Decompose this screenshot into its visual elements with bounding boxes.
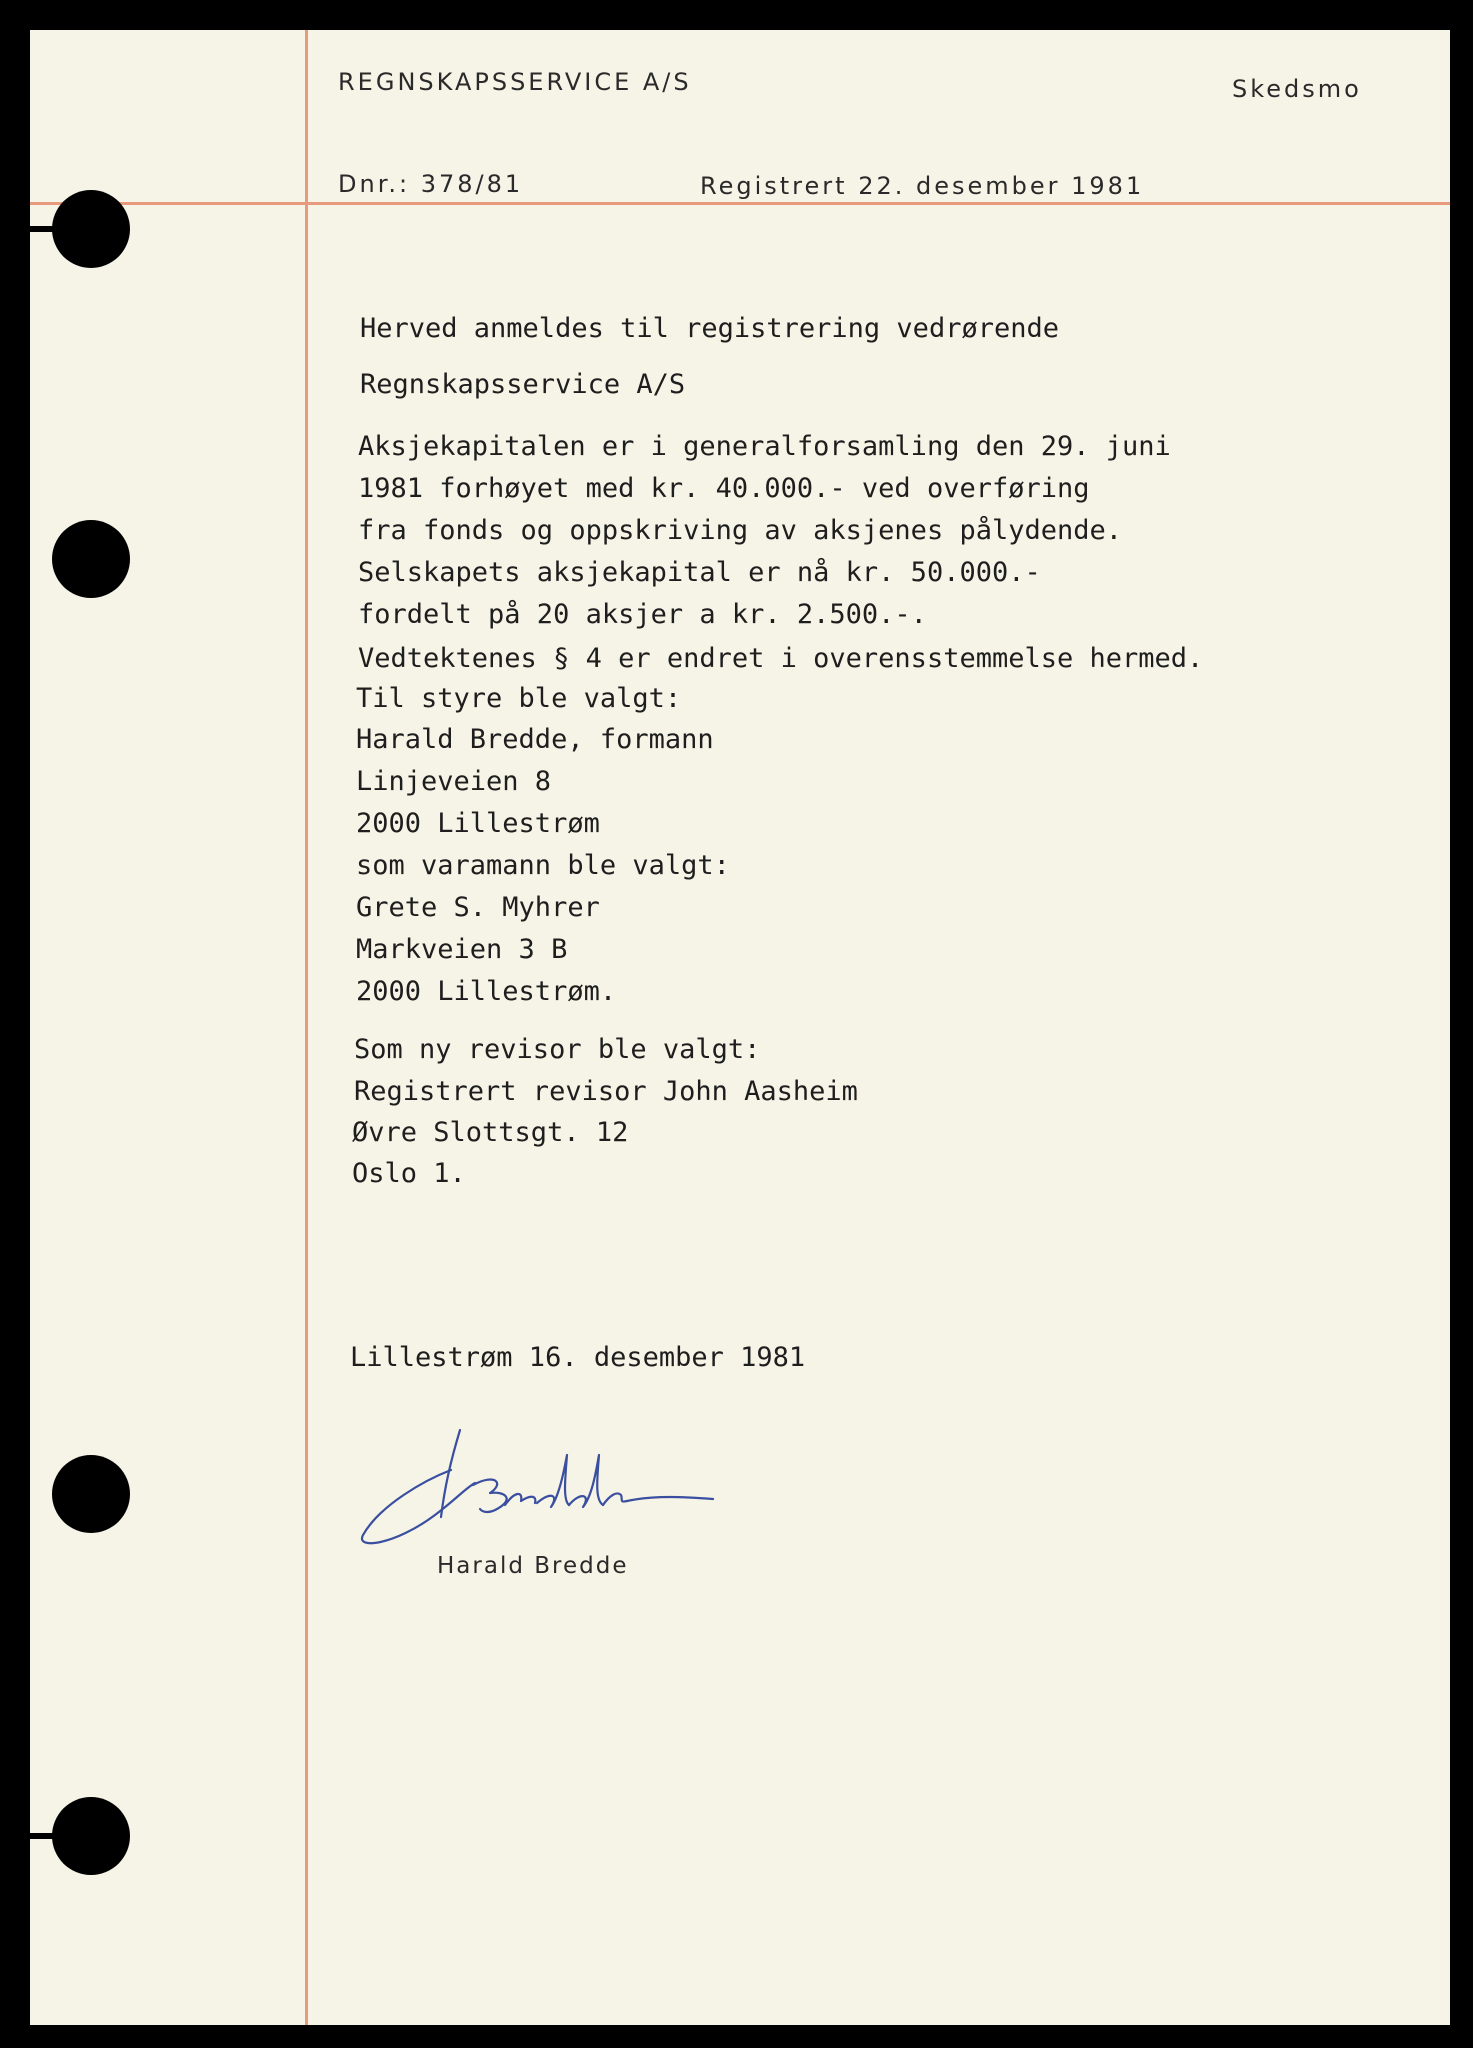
body-line: Grete S. Myhrer <box>356 892 600 923</box>
binder-hole-1 <box>52 190 130 268</box>
body-line: Vedtektenes § 4 er endret i overensstemmelse hermed. <box>358 643 1204 674</box>
signatory-name: Harald Bredde <box>437 1553 629 1579</box>
dnr-number: Dnr.: 378/81 <box>338 170 524 198</box>
body-line: Oslo 1. <box>352 1158 466 1189</box>
binder-hole-2 <box>52 520 130 598</box>
body-line: 2000 Lillestrøm. <box>356 976 617 1007</box>
body-line: fra fonds og oppskriving av aksjenes pålydende. <box>358 515 1123 546</box>
body-line: Øvre Slottsgt. 12 <box>352 1117 629 1148</box>
body-line: Som ny revisor ble valgt: <box>354 1034 761 1065</box>
date-line: Lillestrøm 16. desember 1981 <box>350 1342 806 1373</box>
body-line: 1981 forhøyet med kr. 40.000.- ved overføring <box>358 473 1090 504</box>
body-line: Markveien 3 B <box>356 934 568 965</box>
margin-rule <box>305 30 308 2025</box>
company-name: REGNSKAPSSERVICE A/S <box>338 68 692 96</box>
body-line: fordelt på 20 aksjer a kr. 2.500.-. <box>358 599 927 630</box>
header-rule <box>30 202 1450 205</box>
body-line: Harald Bredde, formann <box>356 724 714 755</box>
body-line: Registrert revisor John Aasheim <box>354 1076 858 1107</box>
body-line: Linjeveien 8 <box>356 766 552 797</box>
body-line: som varamann ble valgt: <box>356 850 730 881</box>
binder-notch-1 <box>0 226 60 232</box>
body-line: 2000 Lillestrøm <box>356 808 600 839</box>
body-line: Til styre ble valgt: <box>356 683 682 714</box>
body-line: Regnskapsservice A/S <box>360 369 686 400</box>
body-line: Herved anmeldes til registrering vedrørende <box>360 313 1059 344</box>
binder-notch-2 <box>0 1833 60 1839</box>
body-line: Aksjekapitalen er i generalforsamling den 29. juni <box>358 431 1171 462</box>
handwritten-signature <box>355 1425 715 1555</box>
registration-date: Registrert 22. desember 1981 <box>700 172 1145 200</box>
binder-hole-3 <box>52 1455 130 1533</box>
place-name: Skedsmo <box>1232 75 1362 103</box>
binder-hole-4 <box>52 1797 130 1875</box>
body-line: Selskapets aksjekapital er nå kr. 50.000.- <box>358 557 1041 588</box>
